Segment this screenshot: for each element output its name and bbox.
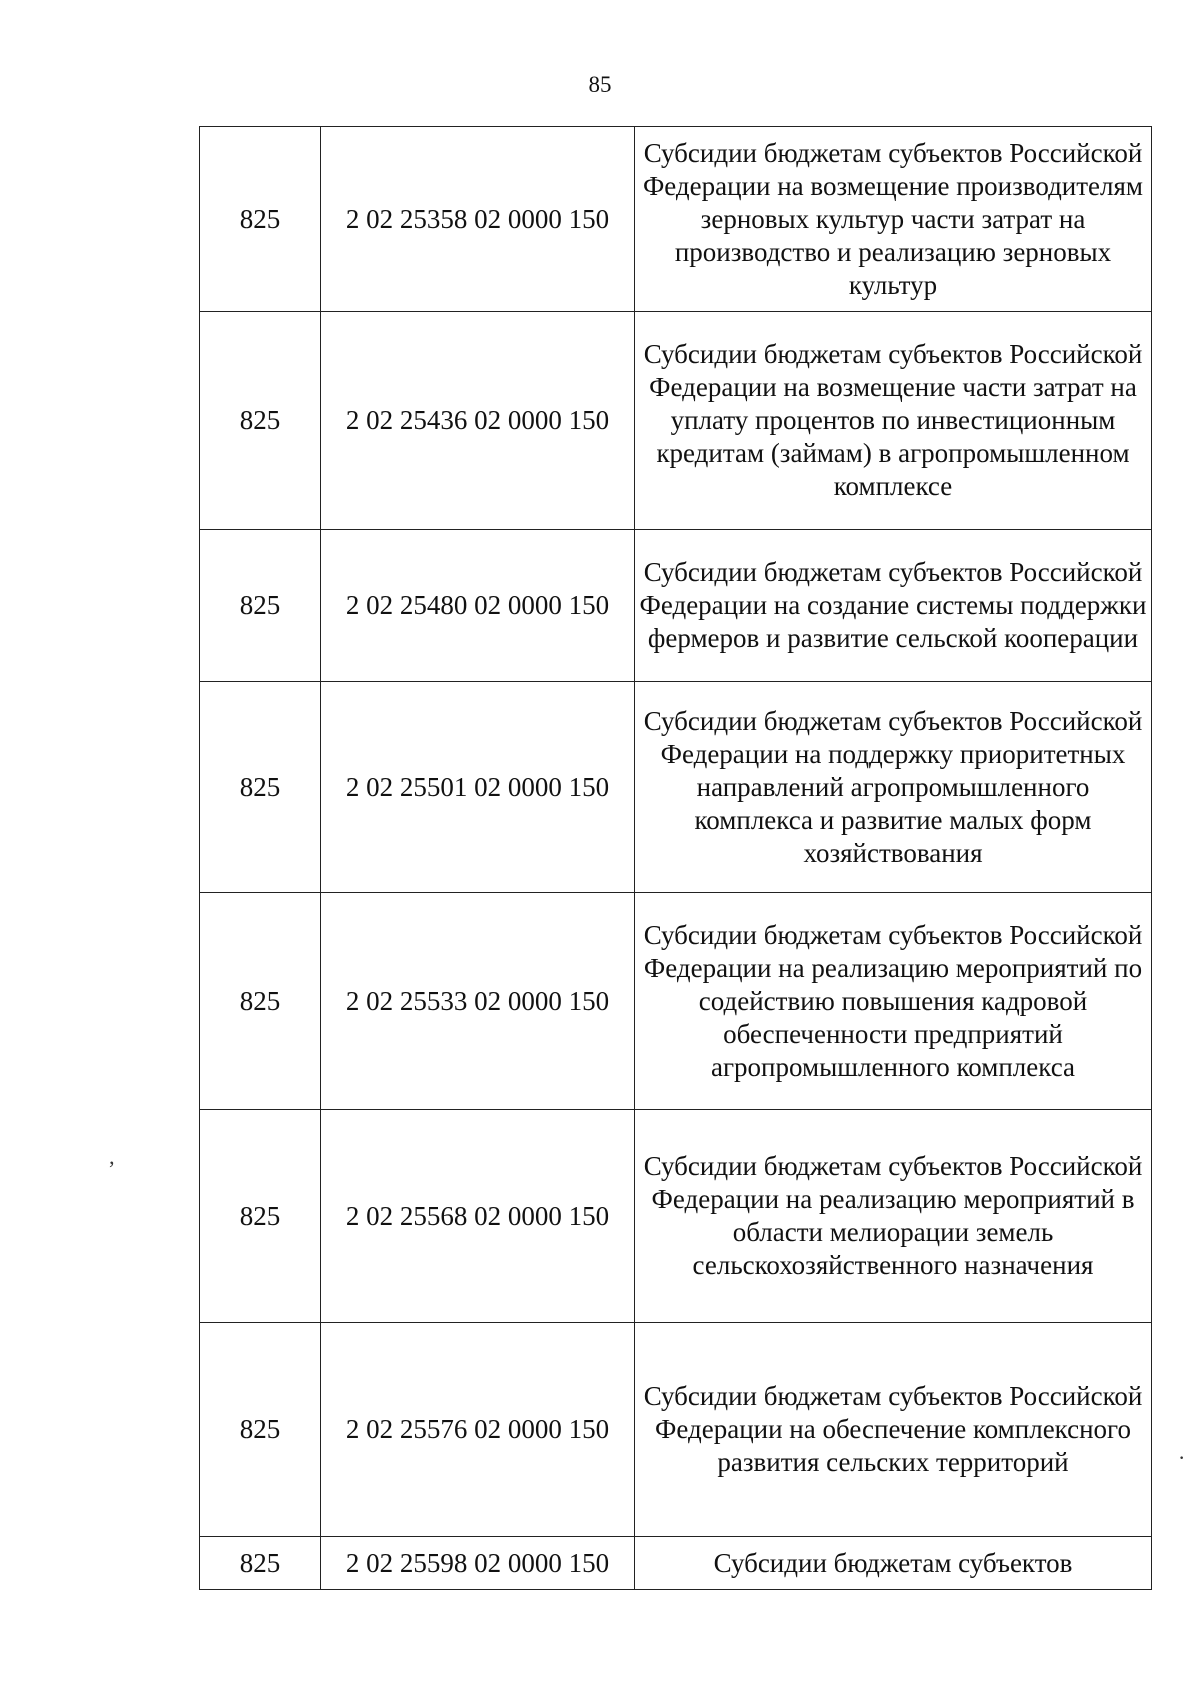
table-row: [200, 1537, 1152, 1590]
description-cell: Субсидии бюджетам субъектов Российской Федерации на поддержку приоритетных направлений агропромышленного комплекса и развитие малых форм хозяйствования: [635, 682, 1152, 893]
description-cell: Субсидии бюджетам субъектов Российской Федерации на возмещение части затрат на уплату процентов по инвестиционным кредитам (займам) в агропромышленном комплексе: [635, 312, 1152, 530]
scan-speck-mark: ‚: [108, 1144, 116, 1169]
budget-code-cell: 2 02 25576 02 0000 150: [321, 1323, 635, 1537]
admin-code-cell: 825: [200, 1323, 321, 1537]
table-row: [200, 1323, 1152, 1537]
description-cell: Субсидии бюджетам субъектов Российской Федерации на создание системы поддержки фермеров и развитие сельской кооперации: [635, 530, 1152, 682]
table-row: [200, 893, 1152, 1110]
budget-code-cell: 2 02 25533 02 0000 150: [321, 893, 635, 1110]
admin-code-cell: 825: [200, 1537, 321, 1590]
admin-code-cell: 825: [200, 312, 321, 530]
admin-code-cell: 825: [200, 530, 321, 682]
budget-code-cell: 2 02 25568 02 0000 150: [321, 1110, 635, 1323]
description-cell: Субсидии бюджетам субъектов: [635, 1537, 1152, 1590]
page-number: 85: [588, 72, 612, 97]
admin-code-cell: 825: [200, 1110, 321, 1323]
table-row: [200, 530, 1152, 682]
table-row: [200, 312, 1152, 530]
table-row: [200, 127, 1152, 312]
admin-code-cell: 825: [200, 127, 321, 312]
description-cell: Субсидии бюджетам субъектов Российской Федерации на реализацию мероприятий в области мелиорации земель сельскохозяйственного назначения: [635, 1110, 1152, 1323]
description-cell: Субсидии бюджетам субъектов Российской Федерации на обеспечение комплексного развития сельских территорий: [635, 1323, 1152, 1537]
description-cell: Субсидии бюджетам субъектов Российской Федерации на возмещение производителям зерновых культур части затрат на производство и реализацию зерновых культур: [635, 127, 1152, 312]
admin-code-cell: 825: [200, 682, 321, 893]
scan-speck-mark: ·: [1178, 1445, 1186, 1470]
table-row: [200, 1110, 1152, 1323]
description-cell: Субсидии бюджетам субъектов Российской Федерации на реализацию мероприятий по содействию повышения кадровой обеспеченности предприятий агропромышленного комплекса: [635, 893, 1152, 1110]
budget-code-cell: 2 02 25358 02 0000 150: [321, 127, 635, 312]
budget-code-cell: 2 02 25501 02 0000 150: [321, 682, 635, 893]
budget-code-cell: 2 02 25436 02 0000 150: [321, 312, 635, 530]
budget-classification-table: [199, 126, 1152, 1590]
budget-code-cell: 2 02 25598 02 0000 150: [321, 1537, 635, 1590]
table-row: [200, 682, 1152, 893]
admin-code-cell: 825: [200, 893, 321, 1110]
budget-code-cell: 2 02 25480 02 0000 150: [321, 530, 635, 682]
